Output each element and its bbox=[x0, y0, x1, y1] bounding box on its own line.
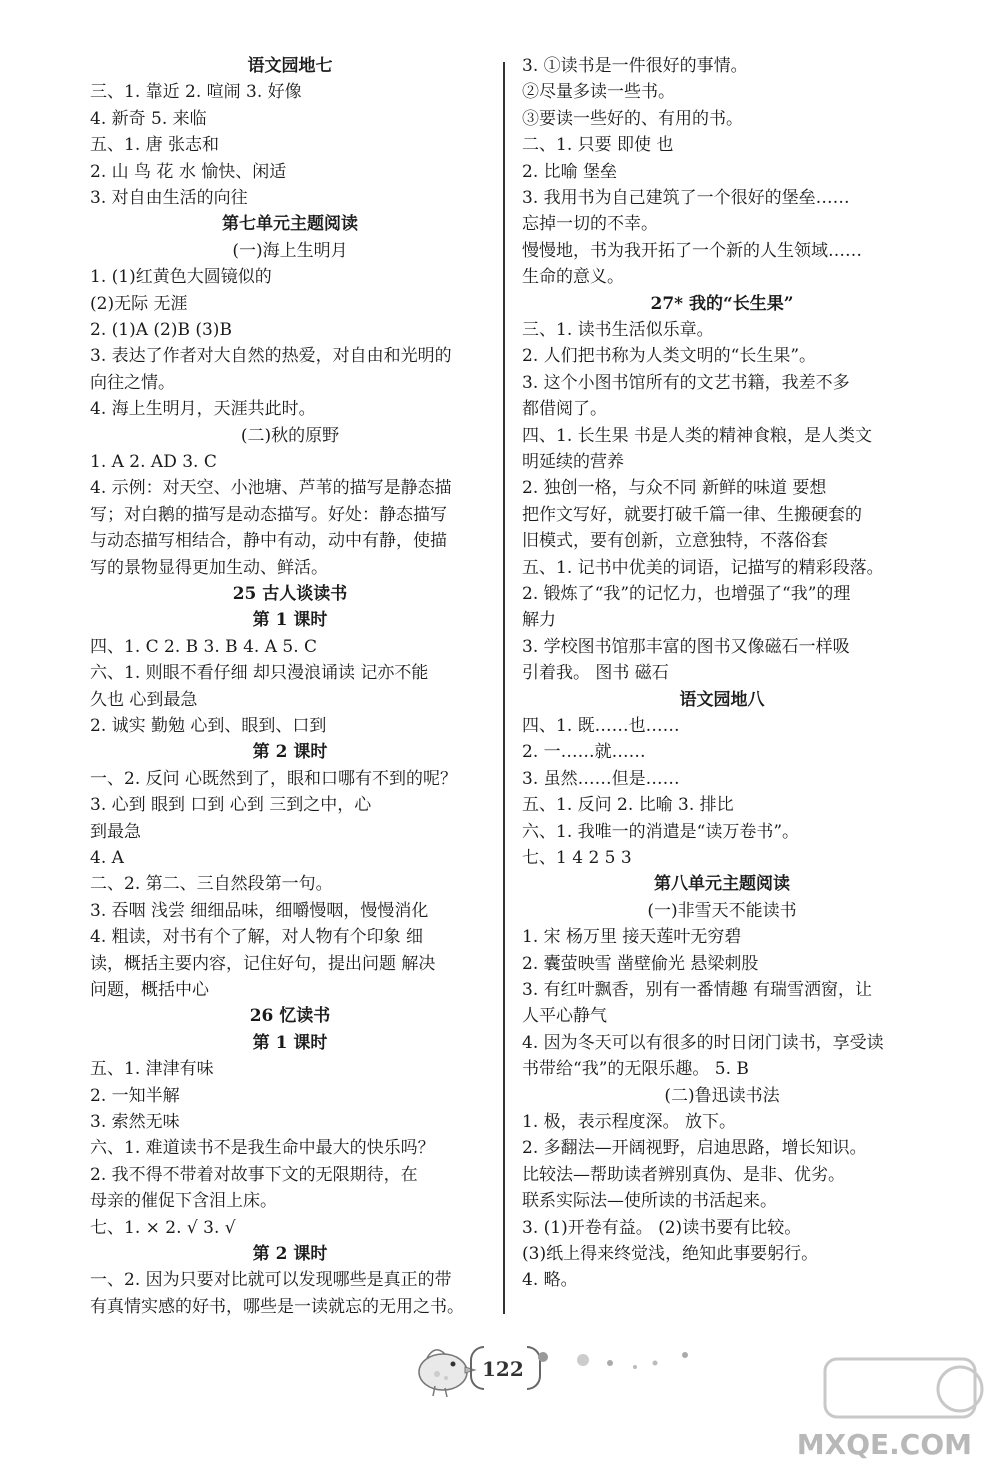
answer-line: 3. 学校图书馆那丰富的图书又像磁石一样吸 bbox=[522, 636, 850, 657]
answer-line: 写；对白鹅的描写是动态描写。好处：静态描写 bbox=[90, 504, 447, 525]
answer-line: 七、1 4 2 5 3 bbox=[522, 848, 632, 868]
answer-line: 2. 山 鸟 花 水 愉快、闲适 bbox=[90, 161, 287, 182]
answer-line: 2. 囊萤映雪 凿壁偷光 悬梁刺股 bbox=[522, 953, 759, 974]
decorative-dots bbox=[535, 1345, 695, 1375]
answer-line: 2. 人们把书称为人类文明的“长生果”。 bbox=[522, 346, 817, 367]
answer-line: 4. 粗读，对书有个了解，对人物有个印象 细 bbox=[90, 927, 424, 948]
answer-line: 到最急 bbox=[90, 821, 141, 842]
answer-line: 3. ①读书是一件很好的事情。 bbox=[522, 56, 748, 76]
answer-line: 4. 略。 bbox=[522, 1270, 578, 1291]
answer-line: 明延续的营养 bbox=[522, 452, 624, 472]
answer-line: 四、1. 既……也…… bbox=[522, 716, 680, 736]
answer-line: 忘掉一切的不幸。 bbox=[522, 214, 658, 235]
answer-line: 五、1. 津津有味 bbox=[90, 1059, 214, 1080]
section-heading: 第 1 课时 bbox=[252, 610, 328, 631]
answer-line: 3. 吞咽 浅尝 细细品味，细嚼慢咽，慢慢消化 bbox=[90, 900, 429, 921]
answer-line: 向往之情。 bbox=[90, 372, 175, 393]
answer-line: 久也 心到最急 bbox=[90, 689, 198, 710]
answer-line: 五、1. 唐 张志和 bbox=[90, 135, 220, 156]
section-heading: 第七单元主题阅读 bbox=[222, 214, 358, 235]
answer-line: 3. 这个小图书馆所有的文艺书籍，我差不多 bbox=[522, 372, 850, 393]
section-heading: (一)海上生明月 bbox=[232, 240, 348, 261]
section-heading: 第 2 课时 bbox=[252, 1244, 328, 1264]
answer-line: 与动态描写相结合，静中有动，动中有静，使描 bbox=[90, 531, 447, 552]
answer-line: 4. A bbox=[90, 848, 124, 868]
page-number: 122 bbox=[482, 1357, 524, 1381]
answer-line: 五、1. 反问 2. 比喻 3. 排比 bbox=[522, 795, 734, 816]
answer-line: 4. 新奇 5. 来临 bbox=[90, 108, 207, 129]
section-heading: 第 1 课时 bbox=[252, 1032, 328, 1053]
section-heading: 25 古人谈读书 bbox=[232, 584, 348, 604]
answer-line: 4. 海上生明月，天涯共此时。 bbox=[90, 399, 316, 420]
column-divider bbox=[503, 62, 505, 1314]
answer-line: 2. 一……就…… bbox=[522, 742, 646, 763]
answer-line: 慢慢地，书为我开拓了一个新的人生领域…… bbox=[522, 240, 862, 261]
answer-line: (2)无际 无涯 bbox=[90, 293, 188, 314]
answer-line: (3)纸上得来终觉浅，绝知此事要躬行。 bbox=[522, 1244, 819, 1264]
section-heading: 第八单元主题阅读 bbox=[654, 874, 790, 895]
answer-line: 3. 有红叶飘香，别有一番情趣 有瑞雪洒窗，让 bbox=[522, 980, 873, 1000]
answer-line: 书带给“我”的无限乐趣。 5. B bbox=[522, 1059, 749, 1080]
answer-line: 四、1. 长生果 书是人类的精神食粮，是人类文 bbox=[522, 425, 873, 446]
answer-line: 2. (1)A (2)B (3)B bbox=[90, 320, 232, 340]
answer-line: ②尽量多读一些书。 bbox=[522, 82, 675, 103]
answer-line: 3. 虽然……但是…… bbox=[522, 768, 680, 789]
answer-line: 三、1. 靠近 2. 喧闹 3. 好像 bbox=[90, 82, 302, 103]
answer-line: 有真情实感的好书，哪些是一读就忘的无用之书。 bbox=[90, 1296, 464, 1317]
section-heading: 语文园地七 bbox=[247, 56, 333, 76]
answer-line: 3. 心到 眼到 口到 心到 三到之中，心 bbox=[90, 795, 372, 816]
answer-line: 联系实际法—使所读的书活起来。 bbox=[522, 1191, 777, 1212]
section-heading: 语文园地八 bbox=[679, 689, 765, 710]
answer-line: 4. 因为冬天可以有很多的时日闭门读书，享受读 bbox=[522, 1032, 884, 1053]
answer-line: 2. 比喻 堡垒 bbox=[522, 161, 618, 182]
answer-line: 二、1. 只要 即使 也 bbox=[522, 135, 674, 156]
answer-line: 把作文写好，就要打破千篇一律、生搬硬套的 bbox=[522, 504, 862, 525]
answer-line: 2. 我不得不带着对故事下文的无限期待，在 bbox=[90, 1164, 418, 1185]
answer-line: 解力 bbox=[522, 610, 556, 631]
answer-line: 1. 极，表示程度深。 放下。 bbox=[522, 1112, 737, 1132]
answer-line: 1. A 2. AD 3. C bbox=[90, 452, 217, 472]
answer-line: 一、2. 因为只要对比就可以发现哪些是真正的带 bbox=[90, 1270, 452, 1291]
answer-line: 4. 示例：对天空、小池塘、芦苇的描写是静态描 bbox=[90, 478, 452, 499]
answer-line: 人平心静气 bbox=[522, 1006, 607, 1027]
answer-line: 2. 独创一格，与众不同 新鲜的味道 要想 bbox=[522, 478, 827, 499]
answer-line: ③要读一些好的、有用的书。 bbox=[522, 108, 743, 129]
answer-line: 写的景物显得更加生动、鲜活。 bbox=[90, 557, 328, 578]
answer-line: 比较法—帮助读者辨别真伪、是非、优劣。 bbox=[522, 1164, 845, 1185]
answer-line: 2. 诚实 勤勉 心到、眼到、口到 bbox=[90, 716, 327, 736]
answer-line: 3. 索然无味 bbox=[90, 1112, 180, 1132]
section-heading: (二)鲁迅读书法 bbox=[664, 1085, 780, 1106]
answer-line: 读，概括主要内容，记住好句，提出问题 解决 bbox=[90, 953, 436, 974]
section-heading: (一)非雪天不能读书 bbox=[647, 900, 797, 921]
answer-line: 3. 表达了作者对大自然的热爱，对自由和光明的 bbox=[90, 346, 452, 367]
answer-line: 五、1. 记书中优美的词语，记描写的精彩段落。 bbox=[522, 557, 884, 578]
answer-line: 引着我。 图书 磁石 bbox=[522, 663, 669, 684]
watermark-text: MXQE.COM bbox=[796, 1428, 972, 1461]
answer-line: 3. 对自由生活的向往 bbox=[90, 188, 248, 208]
section-heading: 第 2 课时 bbox=[252, 742, 328, 763]
answer-line: 2. 一知半解 bbox=[90, 1085, 180, 1106]
answer-line: 1. 宋 杨万里 接天莲叶无穷碧 bbox=[522, 927, 742, 948]
answer-line: 六、1. 我唯一的消遣是“读万卷书”。 bbox=[522, 821, 800, 842]
answer-line: 2. 锻炼了“我”的记忆力，也增强了“我”的理 bbox=[522, 584, 851, 604]
section-heading: 27* 我的“长生果” bbox=[650, 293, 794, 314]
answer-line: 问题，概括中心 bbox=[90, 980, 209, 1000]
answer-line: 七、1. × 2. √ 3. √ bbox=[90, 1217, 236, 1238]
section-heading: (二)秋的原野 bbox=[240, 425, 340, 446]
answer-line: 六、1. 难道读书不是我生命中最大的快乐吗？ bbox=[90, 1138, 435, 1159]
answer-line: 一、2. 反问 心既然到了，眼和口哪有不到的呢？ bbox=[90, 768, 458, 789]
answer-line: 六、1. 则眼不看仔细 却只漫浪诵读 记亦不能 bbox=[90, 663, 429, 684]
answer-line: 四、1. C 2. B 3. B 4. A 5. C bbox=[90, 636, 318, 657]
answer-line: 3. (1)开卷有益。 (2)读书要有比较。 bbox=[522, 1217, 802, 1238]
answer-line: 母亲的催促下含泪上床。 bbox=[90, 1191, 277, 1212]
answer-line: 生命的意义。 bbox=[522, 267, 624, 288]
answer-line: 都借阅了。 bbox=[522, 399, 607, 420]
answer-line: 旧模式，要有创新，立意独特，不落俗套 bbox=[522, 531, 828, 552]
section-heading: 26 忆读书 bbox=[249, 1006, 331, 1027]
answer-line: 三、1. 读书生活似乐章。 bbox=[522, 320, 714, 340]
answer-line: 2. 多翻法—开阔视野，启迪思路，增长知识。 bbox=[522, 1138, 867, 1159]
answer-line: 3. 我用书为自己建筑了一个很好的堡垒…… bbox=[522, 188, 850, 208]
answer-line: 二、2. 第二、三自然段第一句。 bbox=[90, 874, 333, 895]
answer-line: 1. (1)红黄色大圆镜似的 bbox=[90, 267, 272, 288]
